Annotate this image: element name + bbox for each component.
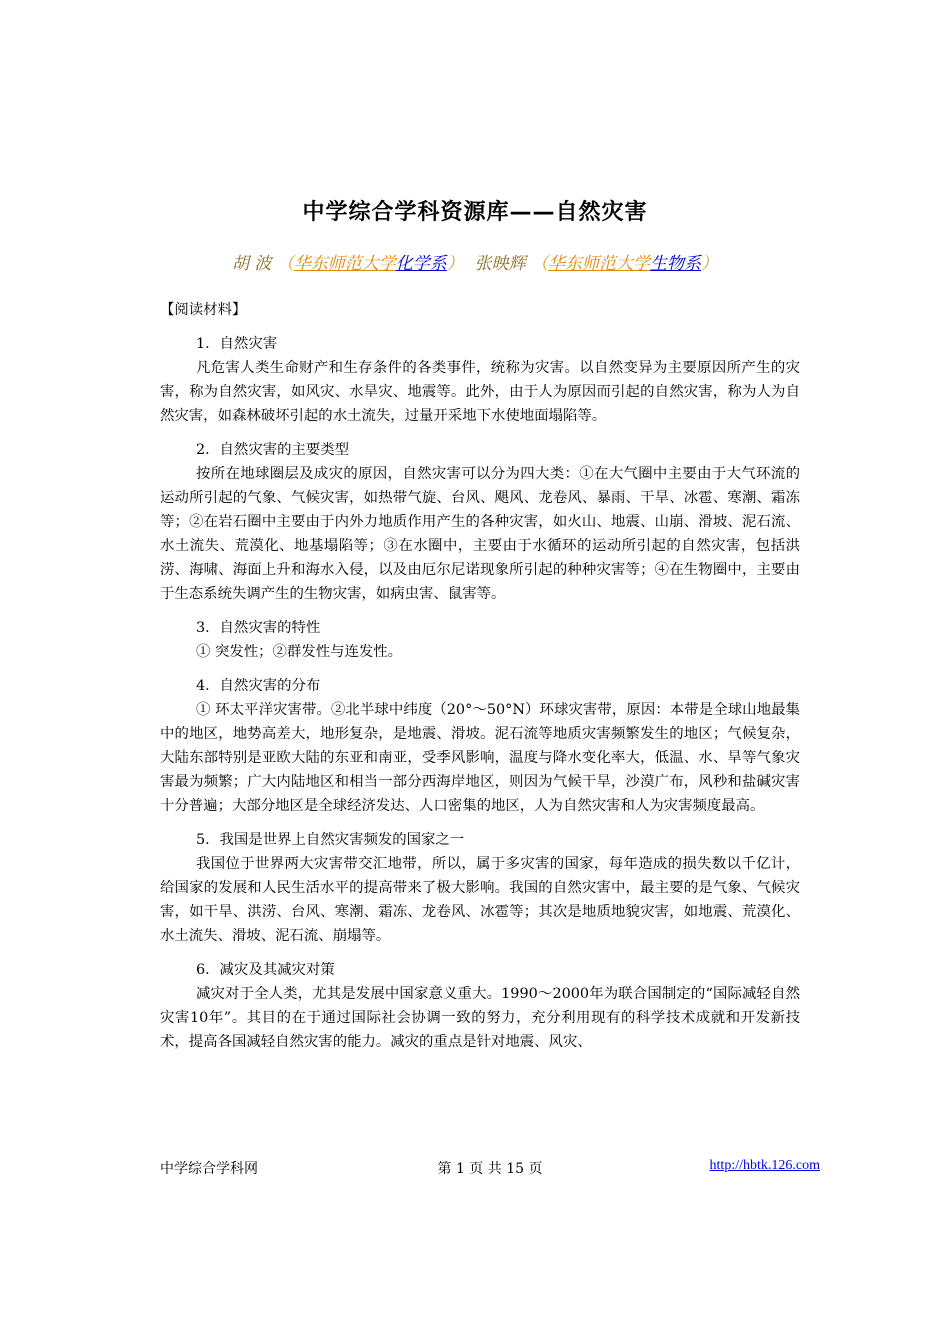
- university-link[interactable]: 华东师范大学: [548, 254, 651, 274]
- university-link[interactable]: 华东师范大学: [293, 254, 396, 274]
- section-paragraph: ① 环太平洋灾害带。②北半球中纬度（20°～50°N）环球灾害带，原因：本带是全球山地最集中的地区，地势高差大，地形复杂，是地震、滑坡。泥石流等地质灾害频繁发生的地区；气候复杂，大陆东部特别是亚欧大陆的东亚和南亚，受季风影响，温度与降水变化率大，低温、水、旱等气象灾害最为频繁；广大内陆地区和相当一部分西海岸地区，则因为气候干旱，沙漠广布，风秒和盐碱灾害十分普遍；大部分地区是全球经济发达、人口密集的地区，人为自然灾害和人为灾害频度最高。: [160, 702, 800, 814]
- author-line: [0, 249, 950, 274]
- section-heading: 1．自然灾害: [196, 336, 278, 352]
- section-heading: 4．自然灾害的分布: [196, 678, 321, 694]
- section-paragraph: 按所在地球圈层及成灾的原因，自然灾害可以分为四大类：①在大气圈中主要由于大气环流的运动所引起的气象、气候灾害，如热带气旋、台风、飓风、龙卷风、暴雨、干旱、冰雹、寒潮、霜冻等；②在岩石圈中主要由于内外力地质作用产生的各种灾害，如火山、地震、山崩、滑坡、泥石流、水土流失、荒漠化、地基塌陷等；③在水圈中，主要由于水循环的运动所引起的自然灾害，包括洪涝、海啸、海面上升和海水入侵，以及由厄尔尼诺现象所引起的种种灾害等；④在生物圈中，主要由于生态系统失调产生的生物灾害，如病虫害、鼠害等。: [160, 466, 800, 602]
- author-name: 胡 波: [231, 254, 272, 274]
- page-footer: [160, 1158, 820, 1178]
- paren-open: （: [276, 254, 294, 274]
- paren-close: ）: [446, 254, 464, 274]
- section-paragraph: 我国位于世界两大灾害带交汇地带，所以，属于多灾害的国家，每年造成的损失数以千亿计，给国家的发展和人民生活水平的提高带来了极大影响。我国的自然灾害中，最主要的是气象、气候灾害，如干旱、洪涝、台风、寒潮、霜冻、龙卷风、冰雹等；其次是地质地貌灾害，如地震、荒漠化、水土流失、滑坡、泥石流、崩塌等。: [160, 856, 800, 944]
- section-paragraph: 减灾对于全人类，尤其是发展中国家意义重大。1990～2000年为联合国制定的“国际减轻自然灾害10年”。其目的在于通过国际社会协调一致的努力，充分利用现有的科学技术成就和开发新技术，提高各国减轻自然灾害的能力。减灾的重点是针对地震、风灾、: [160, 986, 800, 1050]
- paren-open: （: [531, 254, 549, 274]
- author-name: 张映辉: [474, 254, 526, 274]
- footer-site-name: 中学综合学科网: [160, 1161, 258, 1177]
- section-paragraph: ① 突发性；②群发性与连发性。: [196, 644, 403, 660]
- footer-url-link[interactable]: http://hbtk.126.com: [709, 1158, 820, 1173]
- section-heading: 3．自然灾害的特性: [196, 620, 321, 636]
- department-link[interactable]: 生物系: [650, 254, 702, 274]
- section-heading: 2．自然灾害的主要类型: [196, 442, 350, 458]
- article-body: [160, 298, 800, 1054]
- document-title: 中学综合学科资源库——自然灾害: [302, 200, 648, 225]
- reading-material-tag: 【阅读材料】: [160, 302, 247, 318]
- paren-close: ）: [701, 254, 719, 274]
- section-paragraph: 凡危害人类生命财产和生存条件的各类事件，统称为灾害。以自然变异为主要原因所产生的灾害，称为自然灾害，如风灾、水旱灾、地震等。此外，由于人为原因而引起的自然灾害，称为人为自然灾害，如森林破坏引起的水土流失，过量开采地下水使地面塌陷等。: [160, 360, 800, 424]
- page-number: 第 1 页 共 15 页: [437, 1161, 543, 1177]
- section-heading: 6．减灾及其减灾对策: [196, 962, 335, 978]
- section-heading: 5．我国是世界上自然灾害频发的国家之一: [196, 832, 465, 848]
- department-link[interactable]: 化学系: [395, 254, 447, 274]
